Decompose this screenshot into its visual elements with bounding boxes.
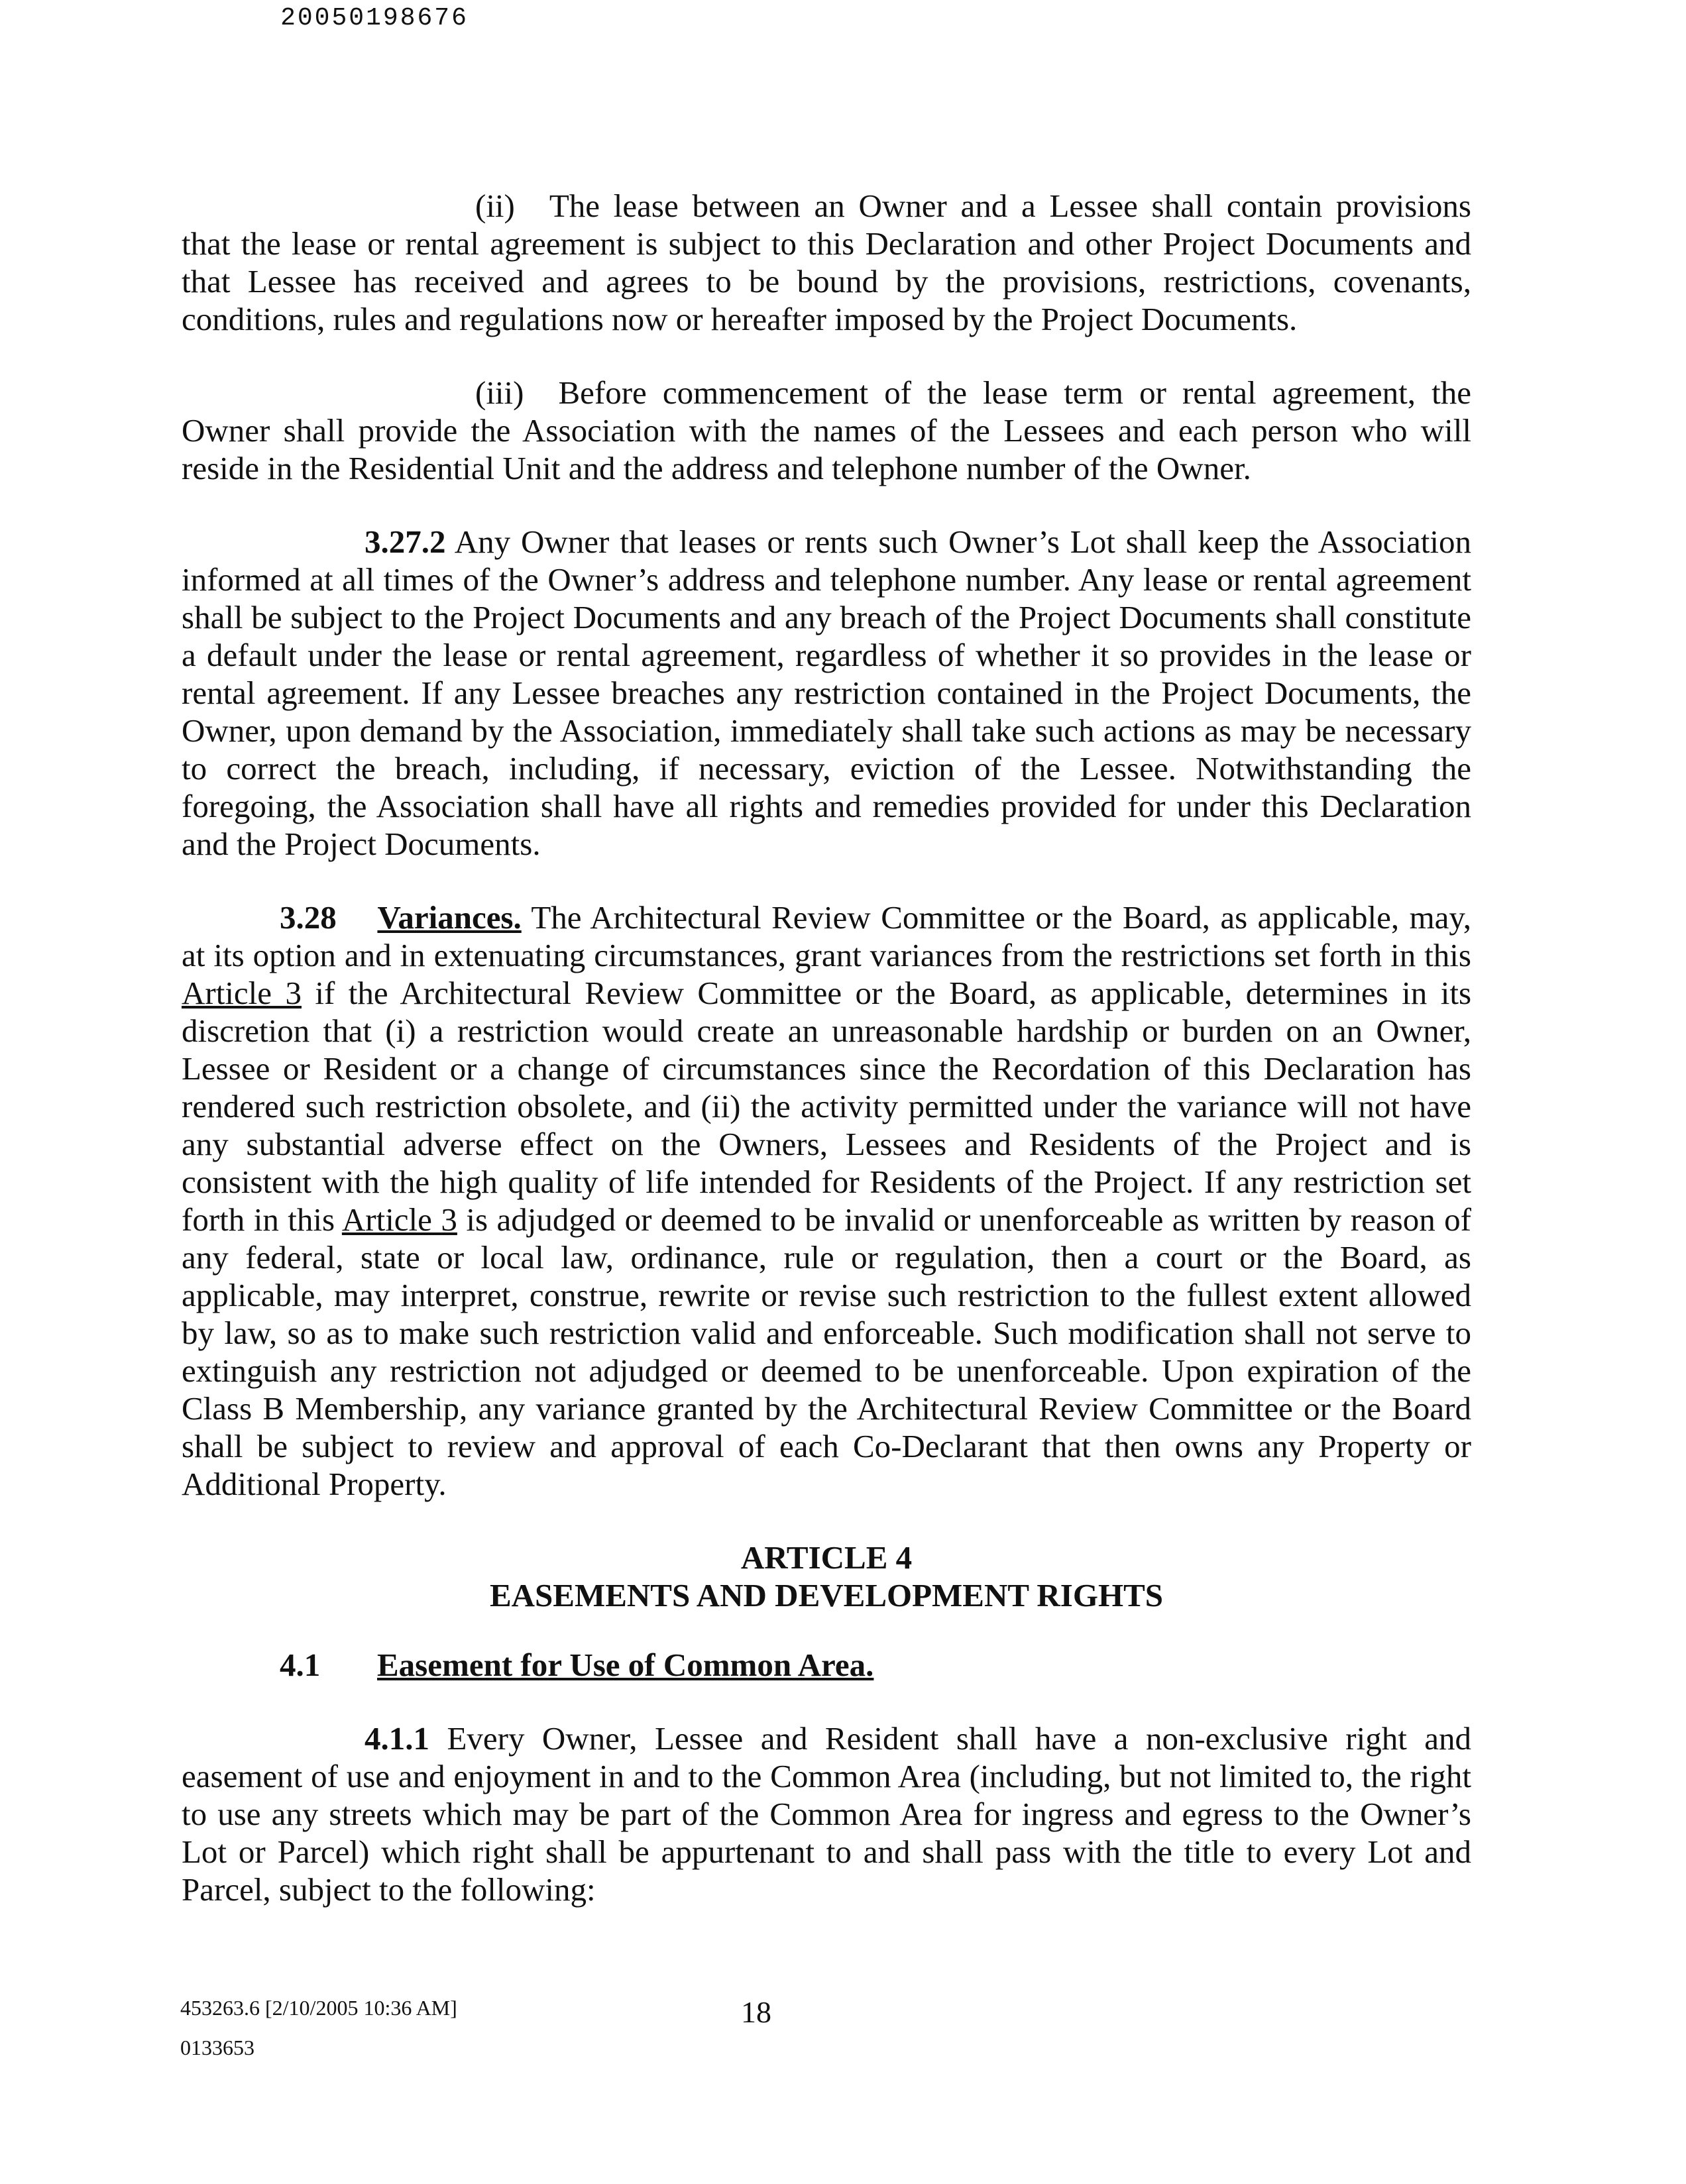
- footer-meta: [180, 1988, 457, 2067]
- article-title: EASEMENTS AND DEVELOPMENT RIGHTS: [489, 1577, 1164, 1613]
- section-3-27-2-number: 3.27.2: [365, 523, 446, 560]
- section-4-1-heading: [182, 1646, 1471, 1684]
- article-3-reference: Article 3: [341, 1201, 457, 1238]
- section-3-27-2-text: Any Owner that leases or rents such Owner’s Lot shall keep the Association informed at all times of the Owner’s address and telephone number. Any lease or rental agreement shall be subject to the Project Documents and any breach of the Project Documents shall constitute a default under the lease or rental agreement, regardless of whether it so provides in the lease or rental agreement. If any Lessee breaches any restriction contained in the Project Documents, the Owner, upon demand by the Association, immediately shall take such actions as may be necessary to correct the breach, including, if necessary, eviction of the Lessee. Notwithstanding the foregoing, the Association shall have all rights and remedies provided for under this Declaration and the Project Documents.: [182, 523, 1472, 862]
- section-4-1-1: [182, 1720, 1471, 1908]
- paragraph-iii-text: Before commencement of the lease term or rental agreement, the Owner shall provide the Association with the names of the Lessees and each person who will reside in the Residential Unit and the address and telephone number of the Owner.: [182, 374, 1471, 486]
- paragraph-ii-label: (ii): [475, 188, 515, 224]
- footer-file-number: 0133653: [180, 2036, 254, 2059]
- section-3-28-number: 3.28: [280, 899, 337, 936]
- document-number: 20050198676: [280, 4, 469, 32]
- section-4-1-title: Easement for Use of Common Area.: [377, 1647, 874, 1683]
- section-3-28-text-1: The Architectural Review Committee or the Board, as applicable, may, at its option and in extenuating circumstances, grant variances from the restrictions set forth in this: [182, 899, 1471, 973]
- section-3-28: [182, 899, 1471, 1503]
- article-heading: [182, 1539, 1471, 1614]
- section-4-1-number: 4.1: [280, 1647, 321, 1683]
- section-3-27-2: [182, 523, 1471, 863]
- section-3-28-text-3: is adjudged or deemed to be invalid or unenforceable as written by reason of any federal, state or local law, ordinance, rule or regulation, then a court or the Board, as applicable, may interpret, construe, rewrite or revise such restriction to the fullest extent allowed by law, so as to make such restriction valid and enforceable. Such modification shall not serve to extinguish any restriction not adjudged or deemed to be unenforceable. Upon expiration of the Class B Membership, any variance granted by the Architectural Review Committee or the Board shall be subject to review and approval of each Co-Declarant that then owns any Property or Additional Property.: [182, 1201, 1471, 1502]
- article-number: ARTICLE 4: [740, 1539, 913, 1576]
- page-number: 18: [741, 1995, 771, 2029]
- article-3-reference: Article 3: [182, 975, 302, 1011]
- section-3-28-title: Variances.: [377, 899, 522, 936]
- paragraph-ii-text: The lease between an Owner and a Lessee shall contain provisions that the lease or rental agreement is subject to this Declaration and other Project Documents and that Lessee has received and agrees to be bound by the provisions, restrictions, covenants, conditions, rules and regulations now or hereafter imposed by the Project Documents.: [182, 188, 1471, 337]
- section-3-28-text-2: if the Architectural Review Committee or the Board, as applicable, determines in its discretion that (i) a restriction would create an unreasonable hardship or burden on an Owner, Lessee or Resident or a change of circumstances since the Recordation of this Declaration has rendered such restriction obsolete, and (ii) the activity permitted under the variance will not have any substantial adverse effect on the Owners, Lessees and Residents of the Project and is consistent with the high quality of life intended for Residents of the Project. If any restriction set forth in this: [182, 975, 1472, 1238]
- footer-doc-ref: 453263.6 [2/10/2005 10:36 AM]: [180, 1996, 457, 2020]
- section-4-1-1-text: Every Owner, Lessee and Resident shall have a non-exclusive right and easement of use and enjoyment in and to the Common Area (including, but not limited to, the right to use any streets which may be part of the Common Area for ingress and egress to the Owner’s Lot or Parcel) which right shall be appurtenant to and shall pass with the title to every Lot and Parcel, subject to the following:: [182, 1720, 1472, 1908]
- document-body: [182, 187, 1471, 1908]
- paragraph-ii: [182, 187, 1471, 338]
- paragraph-iii: [182, 374, 1471, 487]
- paragraph-iii-label: (iii): [475, 374, 524, 411]
- section-4-1-1-number: 4.1.1: [365, 1720, 429, 1757]
